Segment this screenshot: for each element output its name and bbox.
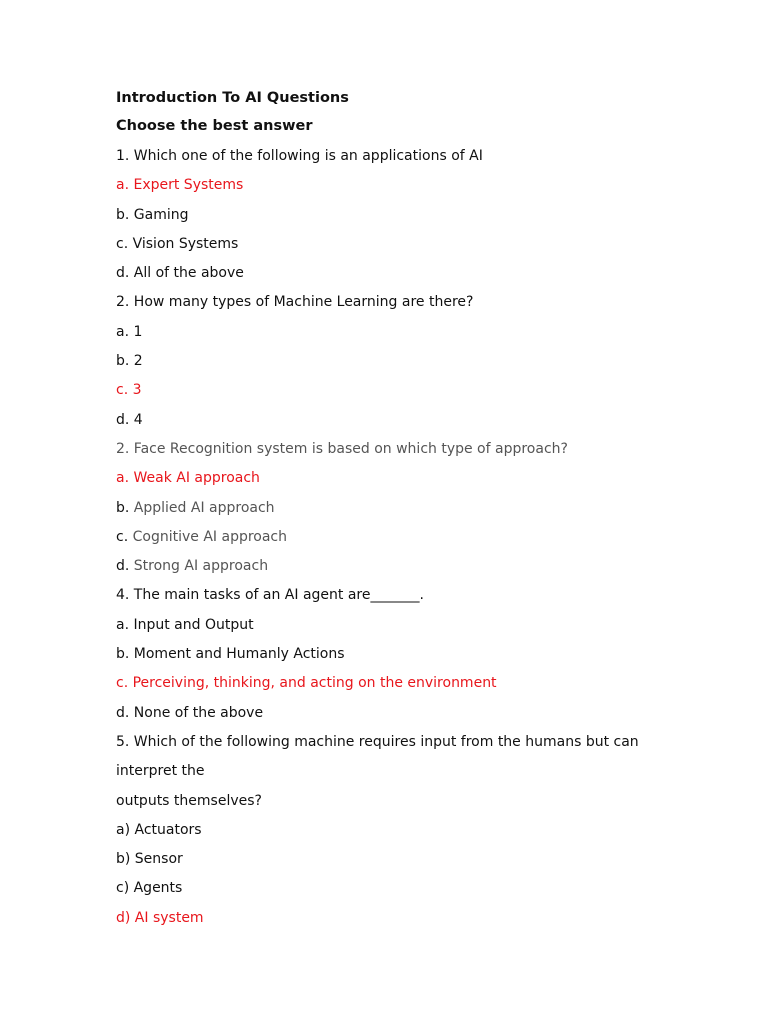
q3-option-a: a. Weak AI approach: [116, 470, 260, 487]
q5-option-c: c) Agents: [116, 880, 183, 897]
q3-option-b-text: Applied AI approach: [133, 499, 275, 516]
question-3: 2. Face Recognition system is based on which type of approach?: [116, 440, 568, 457]
q4-option-d: d. None of the above: [116, 704, 264, 721]
question-1: 1. Which one of the following is an applications of AI: [116, 148, 483, 164]
q1-option-a: a. Expert Systems: [116, 177, 244, 194]
instruction-heading: Choose the best answer: [116, 118, 313, 134]
q4-option-c: c. Perceiving, thinking, and acting on the environment: [116, 675, 497, 692]
q1-option-b: b. Gaming: [116, 206, 189, 223]
q3-option-b: [116, 494, 676, 523]
question-5-line-1: 5. Which of the following machine requires input from the humans but can: [116, 733, 639, 750]
q3-option-d: [116, 552, 676, 581]
q2-option-b: b. 2: [116, 353, 143, 370]
q5-option-d: d) AI system: [116, 909, 204, 926]
document-title: Introduction To AI Questions: [116, 90, 349, 106]
document-page: [116, 86, 676, 933]
q4-option-a: a. Input and Output: [116, 616, 254, 633]
q3-option-c-prefix: c.: [116, 528, 133, 545]
q3-option-b-prefix: b.: [116, 499, 134, 516]
q2-option-d: d. 4: [116, 411, 143, 428]
q2-option-c: c. 3: [116, 382, 142, 399]
q1-option-c: c. Vision Systems: [116, 235, 239, 252]
q3-option-d-text: Strong AI approach: [133, 558, 269, 575]
q3-option-d-prefix: d.: [116, 558, 134, 575]
q5-option-a: a) Actuators: [116, 821, 202, 838]
q3-option-c-text: Cognitive AI approach: [132, 528, 287, 545]
question-2: 2. How many types of Machine Learning are there?: [116, 294, 474, 311]
q2-option-a: a. 1: [116, 323, 143, 340]
q1-option-d: d. All of the above: [116, 265, 244, 282]
q4-option-b: b. Moment and Humanly Actions: [116, 646, 345, 663]
q3-option-c: [116, 523, 676, 552]
question-4: 4. The main tasks of an AI agent are_______.: [116, 587, 424, 604]
question-5-line-2: interpret the: [116, 763, 205, 780]
question-5-line-3: outputs themselves?: [116, 792, 262, 809]
q5-option-b: b) Sensor: [116, 851, 183, 868]
